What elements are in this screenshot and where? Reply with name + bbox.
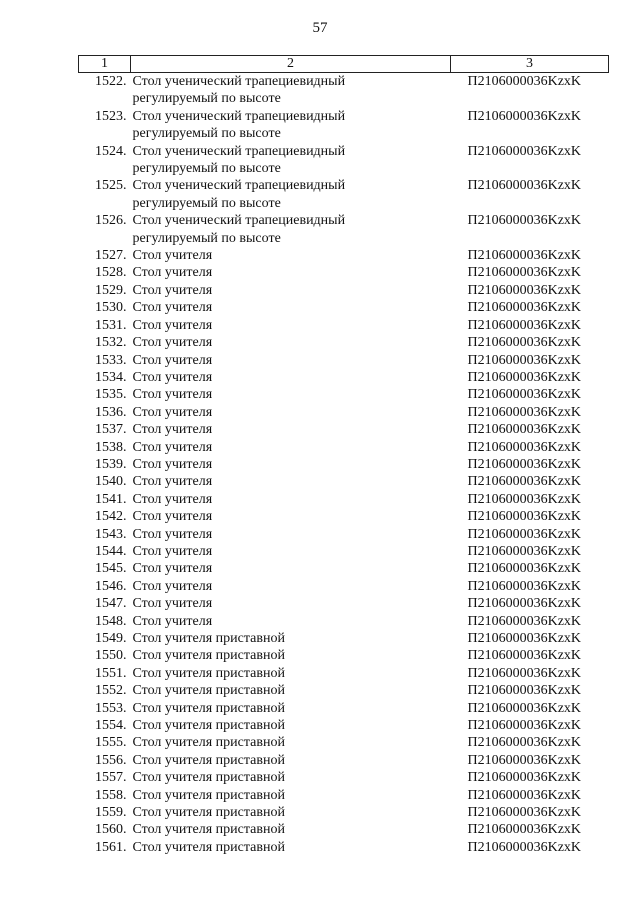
item-name-line: регулируемый по высоте: [132, 161, 281, 177]
column-header-code: 3: [451, 56, 609, 73]
item-code: П2106000036KzxK: [467, 265, 582, 281]
row-number: 1537.: [95, 422, 127, 438]
item-name-line: Стол учителя приставной: [132, 683, 285, 699]
row-number: 1541.: [95, 491, 127, 507]
table-row: [79, 682, 609, 699]
item-code: П2106000036KzxK: [467, 683, 582, 699]
item-code: П2106000036KzxK: [467, 74, 582, 89]
item-name: [131, 212, 451, 247]
column-header-number: 1: [79, 56, 131, 73]
item-code: П2106000036KzxK: [467, 631, 582, 646]
row-number: 1544.: [95, 543, 127, 559]
table-row: [79, 630, 609, 647]
item-name: [131, 839, 451, 856]
row-number: 1549.: [95, 631, 127, 646]
item-name-line: регулируемый по высоте: [132, 126, 281, 142]
item-name: [131, 821, 451, 838]
table-row: [79, 264, 609, 281]
item-name-line: Стол учителя приставной: [132, 735, 285, 751]
page-number: 57: [312, 20, 328, 36]
table-row: [79, 717, 609, 734]
table-row: [79, 752, 609, 769]
row-number: 1539.: [95, 456, 127, 472]
row-number: 1545.: [95, 561, 127, 577]
item-name-line: Стол учителя: [132, 456, 213, 472]
item-name-line: Стол учителя: [132, 491, 213, 507]
item-name-line: регулируемый по высоте: [132, 91, 281, 107]
item-code: П2106000036KzxK: [467, 213, 582, 229]
table-row: [79, 317, 609, 334]
row-number: 1543.: [95, 526, 127, 542]
row-number: 1559.: [95, 805, 127, 821]
item-code: П2106000036KzxK: [467, 491, 582, 507]
item-code: П2106000036KzxK: [467, 474, 582, 490]
row-number: 1554.: [95, 718, 127, 734]
table-row: [79, 526, 609, 543]
item-name: [131, 247, 451, 264]
item-name: [131, 352, 451, 369]
item-name-line: Стол ученический трапециевидный: [132, 108, 346, 124]
item-code: П2106000036KzxK: [467, 178, 582, 194]
row-number: 1558.: [95, 787, 127, 803]
item-name-line: регулируемый по высоте: [132, 195, 281, 211]
table-row: [79, 595, 609, 612]
items-table: [78, 55, 609, 856]
item-name-line: Стол учителя приставной: [132, 718, 285, 734]
item-name-line: Стол учителя: [132, 526, 213, 542]
item-name: [131, 282, 451, 299]
row-number: 1531.: [95, 317, 127, 333]
item-code: П2106000036KzxK: [467, 422, 582, 438]
item-name: [131, 404, 451, 421]
item-code: П2106000036KzxK: [467, 143, 582, 159]
item-name-line: Стол учителя приставной: [132, 770, 285, 786]
table-row: [79, 734, 609, 751]
row-number: 1530.: [95, 300, 127, 316]
table-row: [79, 421, 609, 438]
item-name: [131, 491, 451, 508]
item-name: [131, 682, 451, 699]
table-row: [79, 769, 609, 786]
table-row: [79, 578, 609, 595]
item-name-line: Стол учителя: [132, 282, 213, 298]
row-number: 1528.: [95, 265, 127, 281]
table-row: [79, 647, 609, 664]
item-name: [131, 804, 451, 821]
table-body: [79, 73, 609, 857]
row-number: 1529.: [95, 282, 127, 298]
item-name-line: Стол учителя: [132, 543, 213, 559]
table-row: [79, 787, 609, 804]
row-number: 1557.: [95, 770, 127, 786]
row-number: 1534.: [95, 369, 127, 385]
item-name: [131, 369, 451, 386]
table-row: [79, 108, 609, 143]
row-number: 1560.: [95, 822, 127, 838]
item-code: П2106000036KzxK: [467, 770, 582, 786]
item-name-line: Стол ученический трапециевидный: [132, 143, 346, 159]
item-code: П2106000036KzxK: [467, 839, 582, 855]
table-row: [79, 491, 609, 508]
item-name-line: Стол ученический трапециевидный: [132, 74, 346, 89]
item-name: [131, 299, 451, 316]
table-row: [79, 177, 609, 212]
item-name: [131, 386, 451, 403]
item-name-line: Стол ученический трапециевидный: [132, 213, 346, 229]
item-code: П2106000036KzxK: [467, 787, 582, 803]
item-name: [131, 752, 451, 769]
item-code: П2106000036KzxK: [467, 335, 582, 351]
table-row: [79, 369, 609, 386]
item-code: П2106000036KzxK: [467, 352, 582, 368]
table-row: [79, 299, 609, 316]
item-name-line: Стол учителя: [132, 578, 213, 594]
row-number: 1555.: [95, 735, 127, 751]
item-name: [131, 317, 451, 334]
item-name-line: Стол учителя приставной: [132, 752, 285, 768]
table-row: [79, 143, 609, 178]
item-code: П2106000036KzxK: [467, 387, 582, 403]
row-number: 1522.: [95, 74, 127, 89]
table-row: [79, 386, 609, 403]
item-name: [131, 769, 451, 786]
table-row: [79, 839, 609, 856]
item-name-line: Стол учителя приставной: [132, 805, 285, 821]
table-row: [79, 700, 609, 717]
table-row: [79, 212, 609, 247]
item-name: [131, 456, 451, 473]
item-code: П2106000036KzxK: [467, 248, 582, 264]
item-name-line: Стол учителя приставной: [132, 700, 285, 716]
row-number: 1527.: [95, 248, 127, 264]
row-number: 1547.: [95, 596, 127, 612]
table-row: [79, 508, 609, 525]
item-code: П2106000036KzxK: [467, 404, 582, 420]
row-number: 1542.: [95, 509, 127, 525]
table-row: [79, 560, 609, 577]
item-code: П2106000036KzxK: [467, 543, 582, 559]
item-name-line: Стол учителя: [132, 317, 213, 333]
item-name-line: Стол учителя: [132, 422, 213, 438]
item-code: П2106000036KzxK: [467, 369, 582, 385]
item-name-line: Стол учителя приставной: [132, 631, 285, 646]
row-number: 1535.: [95, 387, 127, 403]
item-code: П2106000036KzxK: [467, 752, 582, 768]
item-name: [131, 143, 451, 178]
item-name-line: Стол учителя: [132, 613, 213, 629]
item-name-line: Стол учителя: [132, 404, 213, 420]
table-row: [79, 334, 609, 351]
item-name: [131, 73, 451, 108]
item-name-line: Стол учителя приставной: [132, 839, 285, 855]
item-code: П2106000036KzxK: [467, 439, 582, 455]
item-name-line: Стол учителя: [132, 509, 213, 525]
row-number: 1536.: [95, 404, 127, 420]
item-name: [131, 543, 451, 560]
item-code: П2106000036KzxK: [467, 718, 582, 734]
item-code: П2106000036KzxK: [467, 665, 582, 681]
row-number: 1525.: [95, 178, 127, 194]
item-name: [131, 665, 451, 682]
table-row: [79, 404, 609, 421]
item-code: П2106000036KzxK: [467, 596, 582, 612]
item-name-line: Стол учителя: [132, 335, 213, 351]
item-name: [131, 560, 451, 577]
item-name-line: Стол учителя: [132, 474, 213, 490]
item-code: П2106000036KzxK: [467, 300, 582, 316]
item-name-line: Стол учителя: [132, 439, 213, 455]
item-code: П2106000036KzxK: [467, 735, 582, 751]
item-name-line: Стол учителя: [132, 561, 213, 577]
item-name-line: Стол учителя: [132, 369, 213, 385]
item-name: [131, 595, 451, 612]
item-name-line: Стол учителя приставной: [132, 665, 285, 681]
table-row: [79, 665, 609, 682]
item-name: [131, 526, 451, 543]
item-name: [131, 439, 451, 456]
item-name-line: Стол учителя: [132, 596, 213, 612]
item-name: [131, 473, 451, 490]
item-name-line: Стол ученический трапециевидный: [132, 178, 346, 194]
row-number: 1540.: [95, 474, 127, 490]
table-row: [79, 282, 609, 299]
row-number: 1556.: [95, 752, 127, 768]
item-name: [131, 613, 451, 630]
table-row: [79, 613, 609, 630]
table-row: [79, 456, 609, 473]
item-name-line: Стол учителя: [132, 387, 213, 403]
row-number: 1551.: [95, 665, 127, 681]
item-code: П2106000036KzxK: [467, 282, 582, 298]
item-code: П2106000036KzxK: [467, 509, 582, 525]
item-name: [131, 508, 451, 525]
item-name-line: Стол учителя приставной: [132, 648, 285, 664]
item-name: [131, 421, 451, 438]
table-row: [79, 821, 609, 838]
item-name: [131, 700, 451, 717]
table-row: [79, 352, 609, 369]
item-name: [131, 734, 451, 751]
table-header-row: [79, 56, 609, 73]
row-number: 1546.: [95, 578, 127, 594]
row-number: 1550.: [95, 648, 127, 664]
table-row: [79, 804, 609, 821]
item-name: [131, 108, 451, 143]
item-name-line: Стол учителя: [132, 248, 213, 264]
item-name-line: Стол учителя: [132, 300, 213, 316]
item-code: П2106000036KzxK: [467, 700, 582, 716]
item-name: [131, 717, 451, 734]
item-code: П2106000036KzxK: [467, 648, 582, 664]
item-code: П2106000036KzxK: [467, 613, 582, 629]
column-header-name: 2: [131, 56, 451, 73]
item-name-line: Стол учителя приставной: [132, 822, 285, 838]
row-number: 1561.: [95, 839, 127, 855]
row-number: 1533.: [95, 352, 127, 368]
item-code: П2106000036KzxK: [467, 805, 582, 821]
item-name-line: регулируемый по высоте: [132, 230, 281, 246]
item-name-line: Стол учителя приставной: [132, 787, 285, 803]
row-number: 1552.: [95, 683, 127, 699]
item-code: П2106000036KzxK: [467, 822, 582, 838]
row-number: 1523.: [95, 108, 127, 124]
table-row: [79, 73, 609, 108]
table-row: [79, 473, 609, 490]
table-row: [79, 439, 609, 456]
item-name: [131, 334, 451, 351]
row-number: 1548.: [95, 613, 127, 629]
row-number: 1553.: [95, 700, 127, 716]
item-name: [131, 630, 451, 647]
item-code: П2106000036KzxK: [467, 317, 582, 333]
item-name-line: Стол учителя: [132, 352, 213, 368]
row-number: 1524.: [95, 143, 127, 159]
item-name: [131, 177, 451, 212]
item-code: П2106000036KzxK: [467, 456, 582, 472]
item-code: П2106000036KzxK: [467, 578, 582, 594]
item-name: [131, 647, 451, 664]
item-name-line: Стол учителя: [132, 265, 213, 281]
row-number: 1532.: [95, 335, 127, 351]
table-row: [79, 543, 609, 560]
item-name: [131, 787, 451, 804]
row-number: 1526.: [95, 213, 127, 229]
item-code: П2106000036KzxK: [467, 561, 582, 577]
item-name: [131, 264, 451, 281]
row-number: 1538.: [95, 439, 127, 455]
table-row: [79, 247, 609, 264]
table-header: [79, 56, 609, 73]
item-code: П2106000036KzxK: [467, 526, 582, 542]
item-code: П2106000036KzxK: [467, 108, 582, 124]
item-name: [131, 578, 451, 595]
